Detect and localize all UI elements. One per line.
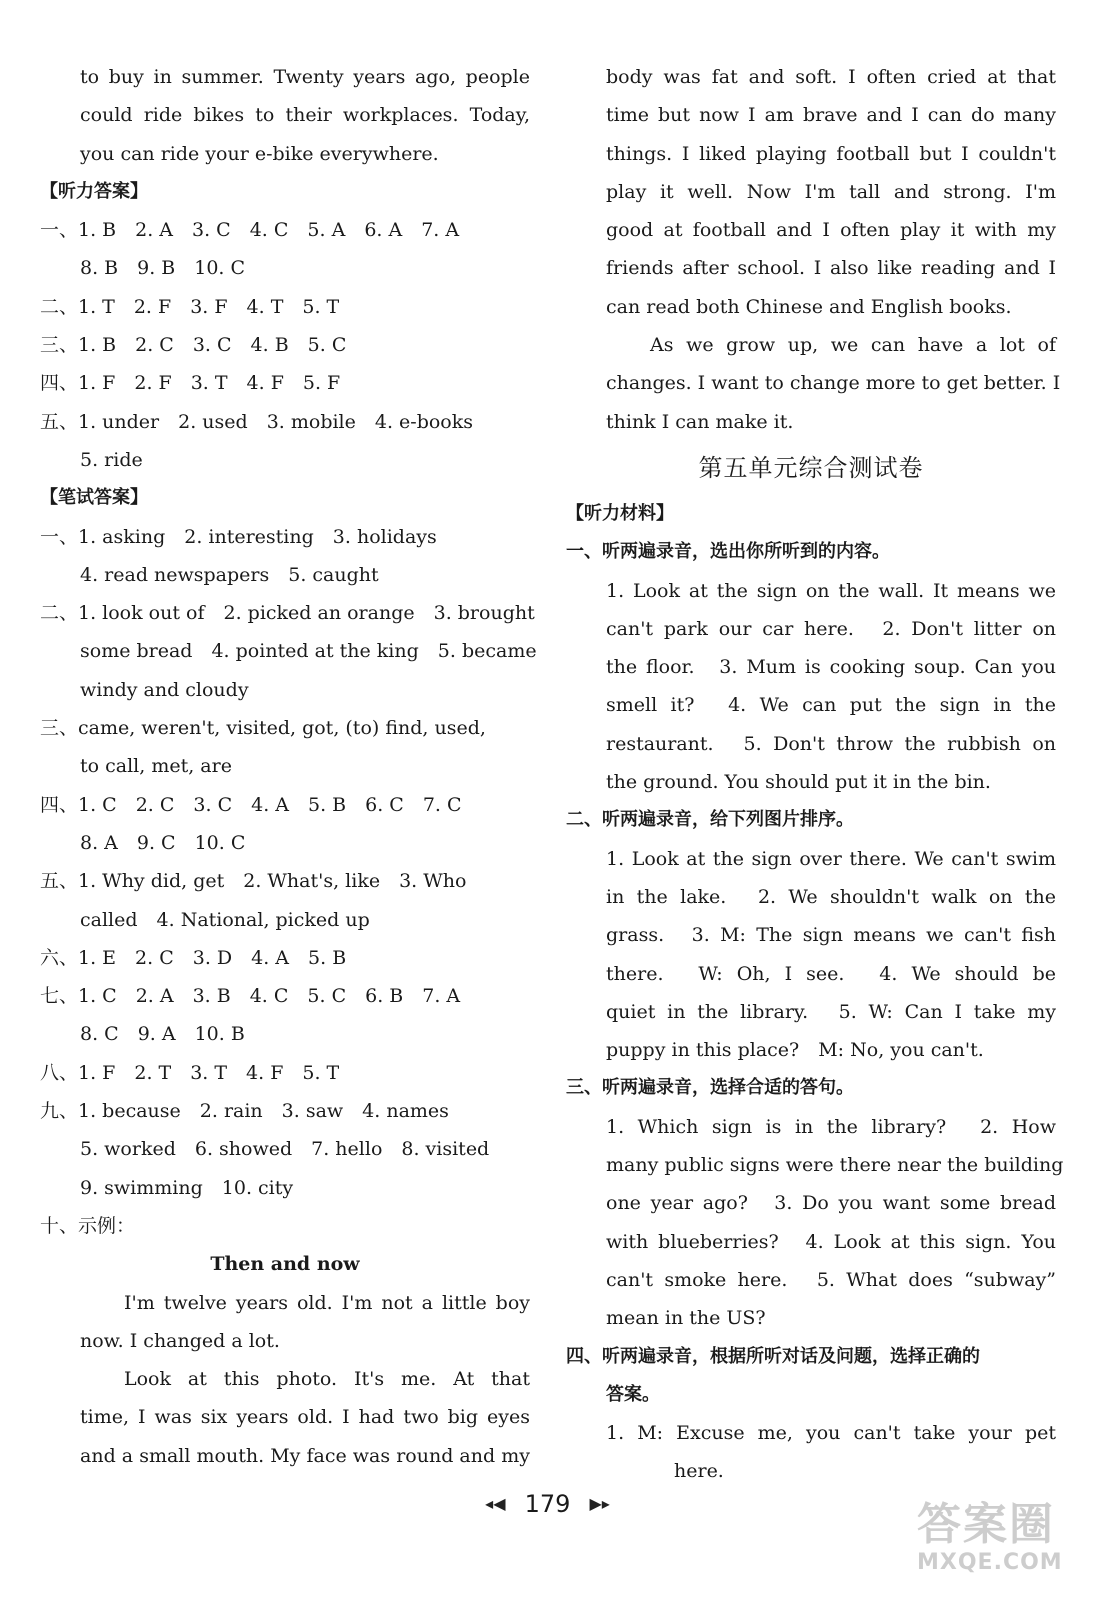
watermark-url: MXQE.COM	[917, 1550, 1063, 1575]
material-line: mean in the US?	[606, 1307, 766, 1330]
answer-line: 三、1. B 2. C 3. C 4. B 5. C	[40, 334, 347, 357]
answer-line: 8. A 9. C 10. C	[80, 831, 246, 854]
answer-line: 8. B 9. B 10. C	[80, 257, 246, 280]
essay-line: good at football and I often play it with my	[606, 219, 1056, 242]
material-line: the ground. You should put it in the bin.	[606, 771, 991, 794]
essay-line: time, I was six years old. I had two big eyes	[80, 1406, 530, 1429]
watermark-logo	[917, 1500, 1077, 1590]
essay-intro-line: could ride bikes to their workplaces. Today,	[80, 104, 530, 127]
material-line: quiet in the library. 5. W: Can I take my	[606, 1000, 1056, 1023]
section-title: 四、听两遍录音，根据所听对话及问题，选择正确的	[566, 1345, 980, 1367]
answer-line: 一、1. asking 2. interesting 3. holidays	[40, 525, 437, 548]
essay-line: now. I changed a lot.	[80, 1329, 280, 1352]
section-title: 三、听两遍录音，选择合适的答句。	[566, 1077, 854, 1099]
section-title: 一、听两遍录音，选出你所听到的内容。	[566, 541, 890, 563]
answer-line: to call, met, are	[80, 755, 232, 778]
answer-line: 五、1. Why did, get 2. What's, like 3. Who	[40, 870, 467, 893]
answer-line: 5. ride	[80, 448, 143, 471]
watermark-text: 答案圈	[917, 1499, 1055, 1550]
essay-line: time but now I am brave and I can do many	[606, 104, 1056, 127]
answer-line: windy and cloudy	[80, 678, 249, 701]
material-line: one year ago? 3. Do you want some bread	[606, 1192, 1056, 1215]
essay-intro-line: to buy in summer. Twenty years ago, people	[80, 66, 530, 88]
answer-line: 4. read newspapers 5. caught	[80, 563, 379, 586]
answer-line: 一、1. B 2. A 3. C 4. C 5. A 6. A 7. A	[40, 219, 460, 242]
material-line: in the lake. 2. We shouldn't walk on the	[606, 885, 1056, 908]
answer-line: 9. swimming 10. city	[80, 1176, 294, 1199]
section-title: 答案。	[606, 1383, 660, 1405]
essay-line: changes. I want to change more to get better. I	[606, 372, 1061, 395]
material-line: can't park our car here. 2. Don't litter on	[606, 617, 1056, 640]
page-number: 179	[524, 1490, 571, 1518]
material-line: restaurant. 5. Don't throw the rubbish on	[606, 732, 1056, 755]
essay-line: Look at this photo. It's me. At that	[124, 1368, 530, 1391]
material-line: can't smoke here. 5. What does “subway”	[606, 1268, 1056, 1291]
material-line: smell it? 4. We can put the sign in the	[606, 694, 1056, 717]
essay-line: can read both Chinese and English books.	[606, 295, 1012, 318]
answer-line: 5. worked 6. showed 7. hello 8. visited	[80, 1138, 490, 1161]
answer-line: 九、1. because 2. rain 3. saw 4. names	[40, 1100, 449, 1123]
answer-line: 五、1. under 2. used 3. mobile 4. e-books	[40, 410, 474, 433]
answer-line: 四、1. F 2. F 3. T 4. F 5. F	[40, 372, 341, 395]
material-line: 1. Look at the sign over there. We can't swim	[606, 847, 1056, 870]
essay-line: things. I liked playing football but I couldn't	[606, 142, 1056, 165]
answer-line: 四、1. C 2. C 3. C 4. A 5. B 6. C 7. C	[40, 793, 462, 816]
material-line: 1. Which sign is in the library? 2. How	[606, 1115, 1056, 1138]
essay-line: body was fat and soft. I often cried at that	[606, 66, 1056, 88]
material-line: the floor. 3. Mum is cooking soup. Can you	[606, 656, 1056, 679]
right-column	[566, 58, 1064, 1491]
essay-line: play it well. Now I'm tall and strong. I'm	[606, 180, 1056, 203]
next-arrows-icon: ▶▸	[589, 1494, 610, 1513]
essay-line: think I can make it.	[606, 410, 794, 433]
answer-line: some bread 4. pointed at the king 5. became	[80, 640, 537, 663]
material-line: many public signs were there near the building	[606, 1154, 1064, 1177]
section-title: 二、听两遍录音，给下列图片排序。	[566, 809, 854, 831]
essay-title: Then and now	[210, 1253, 360, 1276]
material-line: 1. Look at the sign on the wall. It means we	[606, 579, 1056, 602]
answer-line: 二、1. look out of 2. picked an orange 3. brought	[40, 602, 535, 625]
answer-line: 七、1. C 2. A 3. B 4. C 5. C 6. B 7. A	[40, 985, 461, 1008]
answer-line: 三、came, weren't, visited, got, (to) find, used,	[40, 717, 486, 740]
answer-line: 二、1. T 2. F 3. F 4. T 5. T	[40, 295, 340, 318]
answer-line: 十、示例：	[40, 1214, 136, 1237]
essay-line: and a small mouth. My face was round and my	[80, 1444, 530, 1467]
material-line: 1. M: Excuse me, you can't take your pet	[606, 1422, 1056, 1445]
material-line: grass. 3. M: The sign means we can't fish	[606, 924, 1056, 947]
essay-intro-line: you can ride your e-bike everywhere.	[80, 142, 439, 165]
left-column	[40, 58, 537, 1475]
essay-line: friends after school. I also like reading and I	[606, 257, 1056, 280]
essay-line: I'm twelve years old. I'm not a little boy	[124, 1291, 530, 1314]
material-line: there. W: Oh, I see. 4. We should be	[606, 962, 1056, 985]
answer-line: 八、1. F 2. T 3. T 4. F 5. T	[40, 1061, 340, 1084]
material-line: puppy in this place? M: No, you can't.	[606, 1039, 984, 1062]
listening-answers-header: 【听力答案】	[40, 180, 148, 202]
unit-title: 第五单元综合测试卷	[698, 453, 924, 482]
prev-arrows-icon: ◂◀	[485, 1494, 506, 1513]
answer-line: called 4. National, picked up	[80, 908, 370, 931]
written-answers-header: 【笔试答案】	[40, 487, 148, 509]
material-line: here.	[674, 1460, 724, 1483]
listening-material-header: 【听力材料】	[566, 502, 674, 524]
answer-line: 六、1. E 2. C 3. D 4. A 5. B	[40, 946, 347, 969]
answer-line: 8. C 9. A 10. B	[80, 1023, 245, 1046]
essay-line: As we grow up, we can have a lot of	[650, 334, 1056, 357]
material-line: with blueberries? 4. Look at this sign. You	[606, 1230, 1056, 1253]
